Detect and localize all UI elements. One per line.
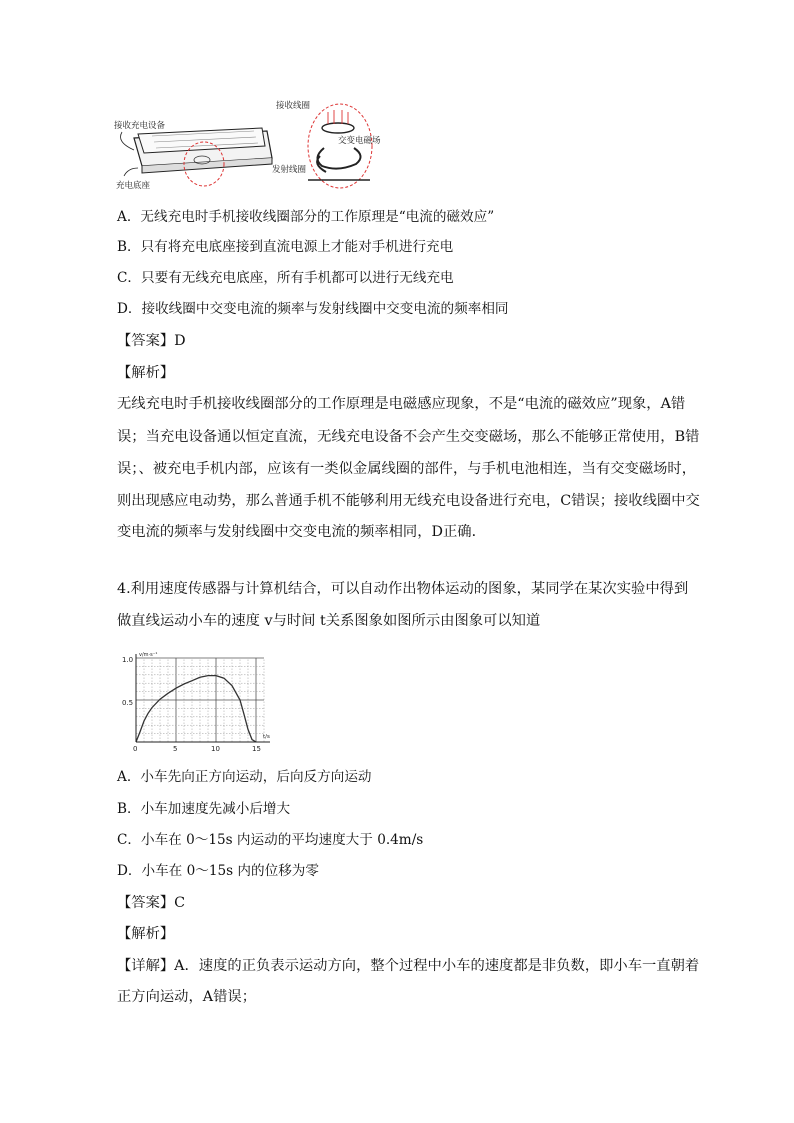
- chart-x-tick-1: 5: [173, 745, 178, 753]
- label-transmit-coil: 发射线圈: [272, 165, 307, 175]
- label-arrow-base: [124, 168, 138, 176]
- q3-option-b: B．只有将充电底座接到直流电源上才能对手机进行充电: [117, 239, 454, 255]
- q3-analysis-line-4: 则出现感应电动势，那么普通手机不能够利用无线充电设备进行充电，C错误；接收线圈中交: [117, 493, 700, 509]
- label-base: 充电底座: [116, 181, 151, 191]
- velocity-time-chart: [112, 648, 272, 753]
- q4-analysis-label: 【解析】: [117, 926, 175, 942]
- label-receive-coil: 接收线圈: [276, 101, 311, 111]
- label-receive-device: 接收充电设备: [114, 121, 166, 131]
- q4-option-c: C．小车在 0～15s 内运动的平均速度大于 0.4m/s: [117, 832, 424, 848]
- chart-y-axis-label: v/m·s⁻¹: [139, 652, 158, 658]
- field-lines: [328, 110, 348, 124]
- q3-analysis-line-2: 误；当充电设备通以恒定直流，无线充电设备不会产生交变磁场，那么不能够正常使用，B错: [117, 429, 700, 445]
- zoom-highlight-circle: [308, 104, 372, 188]
- q3-analysis-line-3: 误；、被充电手机内部，应该有一类似金属线圈的部件，与手机电池相连，当有交变磁场时，: [117, 461, 697, 477]
- transmit-coil-shape: [317, 148, 360, 172]
- label-arrow-device: [121, 132, 135, 150]
- q3-analysis-label: 【解析】: [117, 365, 175, 381]
- q4-option-d: D．小车在 0～15s 内的位移为零: [117, 863, 319, 879]
- q4-detail-line-2: 正方向运动，A错误；: [117, 989, 256, 1005]
- chart-x-tick-0: 0: [133, 745, 138, 753]
- label-ac-field: 交变电磁场: [338, 136, 381, 146]
- chart-x-tick-3: 15: [252, 745, 261, 753]
- chart-y-tick-0: 0.5: [122, 699, 134, 707]
- q3-analysis-line-1: 无线充电时手机接收线圈部分的工作原理是电磁感应现象，不是“电流的磁效应”现象，A错: [117, 396, 686, 412]
- q3-option-c: C．只要有无线充电底座，所有手机都可以进行无线充电: [117, 270, 454, 286]
- q4-option-b: B．小车加速度先减小后增大: [117, 801, 291, 817]
- q3-answer: 【答案】D: [117, 333, 186, 349]
- chart-series-line: [136, 676, 256, 742]
- q4-detail-line-1: 【详解】A．速度的正负表示运动方向，整个过程中小车的速度都是非负数，即小车一直朝着: [117, 958, 700, 974]
- q3-analysis-line-5: 变电流的频率与发射线圈中交变电流的频率相同，D正确．: [117, 524, 486, 540]
- q4-answer: 【答案】C: [117, 895, 186, 911]
- chart-x-tick-2: 10: [211, 745, 220, 753]
- wireless-charger-figure: [112, 98, 381, 191]
- q3-option-a: A．无线充电时手机接收线圈部分的工作原理是“电流的磁效应”: [117, 209, 495, 225]
- receive-coil-shape: [322, 123, 354, 133]
- chart-x-axis-label: t/s: [263, 734, 270, 740]
- q4-option-a: A．小车先向正方向运动，后向反方向运动: [117, 769, 372, 785]
- q3-option-d: D．接收线圈中交变电流的频率与发射线圈中交变电流的频率相同: [117, 301, 509, 317]
- chart-y-tick-1: 1.0: [122, 656, 134, 664]
- chart-grid: [136, 658, 264, 742]
- q4-stem-line-2: 做直线运动小车的速度 v与时间 t关系图象如图所示由图象可以知道: [117, 613, 541, 629]
- q4-stem-line-1: 4.利用速度传感器与计算机结合，可以自动作出物体运动的图象，某同学在某次实验中得到: [117, 581, 689, 597]
